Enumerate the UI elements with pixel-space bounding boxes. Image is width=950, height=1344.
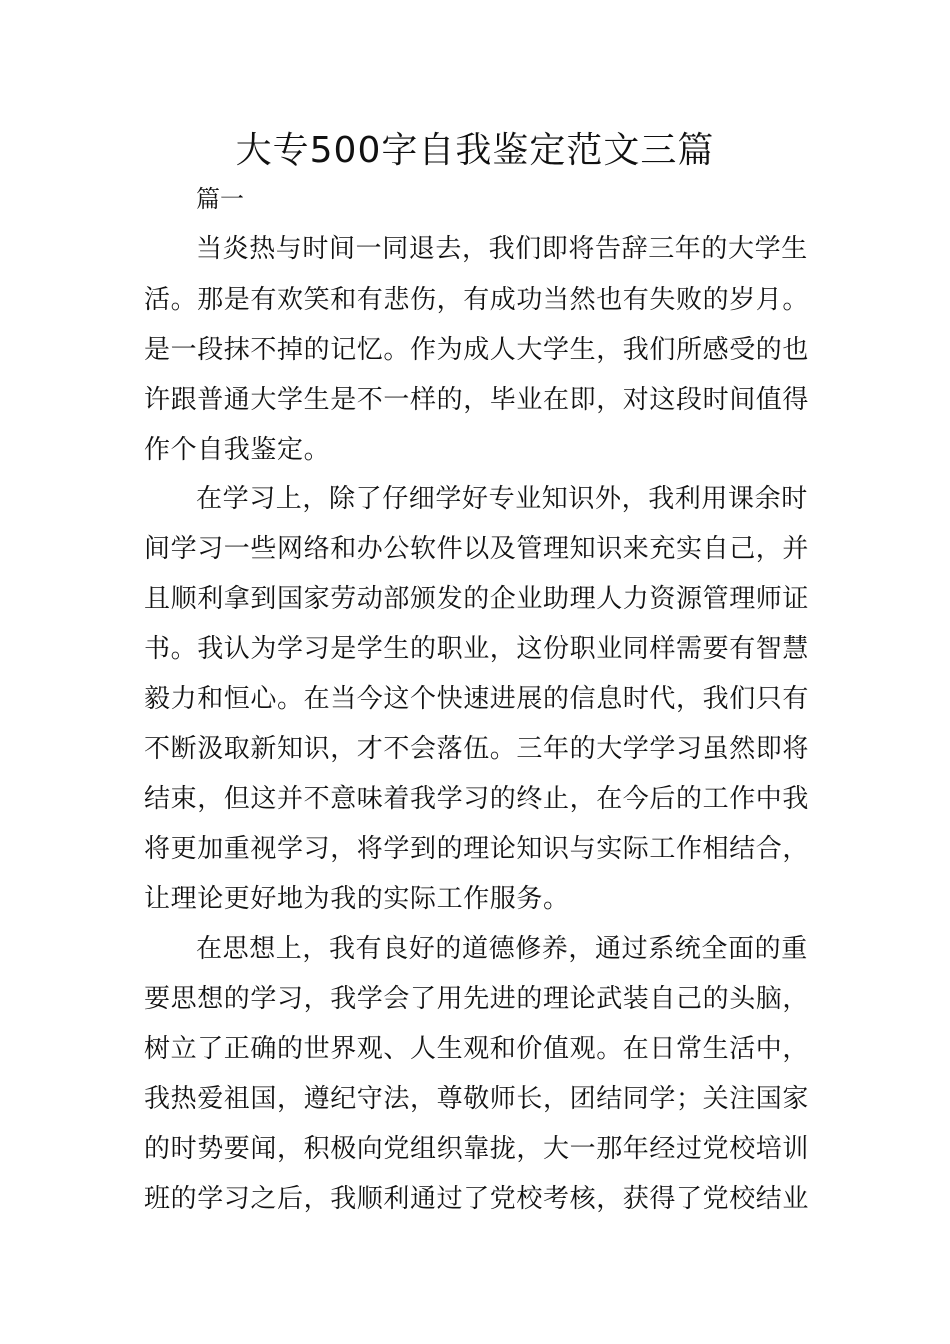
paragraph-line: 让理论更好地为我的实际工作服务。: [144, 884, 570, 914]
paragraph-line: 当炎热与时间一同退去，我们即将告辞三年的大学生: [196, 234, 808, 264]
paragraph-line: 间学习一些网络和办公软件以及管理知识来充实自己，并: [144, 534, 810, 564]
paragraph-line: 书。我认为学习是学生的职业，这份职业同样需要有智慧: [144, 634, 810, 664]
paragraph-line: 作个自我鉴定。: [144, 435, 331, 465]
paragraph-line: 我热爱祖国，遵纪守法，尊敬师长，团结同学；关注国家: [144, 1084, 810, 1114]
paragraph-line: 许跟普通大学生是不一样的，毕业在即，对这段时间值得: [144, 385, 810, 415]
paragraph-line: 活。那是有欢笑和有悲伤，有成功当然也有失败的岁月。: [144, 285, 810, 315]
paragraph-line: 在思想上，我有良好的道德修养，通过系统全面的重: [196, 934, 808, 964]
paragraph-line: 是一段抹不掉的记忆。作为成人大学生，我们所感受的也: [144, 335, 810, 365]
paragraph-line: 在学习上，除了仔细学好专业知识外，我利用课余时: [196, 484, 808, 514]
paragraph-line: 毅力和恒心。在当今这个快速进展的信息时代，我们只有: [144, 684, 810, 714]
paragraph-line: 将更加重视学习，将学到的理论知识与实际工作相结合，: [144, 834, 810, 864]
document-title: 大专500字自我鉴定范文三篇: [235, 130, 715, 171]
paragraph-line: 的时势要闻，积极向党组织靠拢，大一那年经过党校培训: [144, 1134, 810, 1164]
paragraph-line: 班的学习之后，我顺利通过了党校考核，获得了党校结业: [144, 1184, 810, 1214]
paragraph-line: 且顺利拿到国家劳动部颁发的企业助理人力资源管理师证: [144, 584, 810, 614]
paragraph-line: 结束，但这并不意味着我学习的终止，在今后的工作中我: [144, 784, 810, 814]
section-label: 篇一: [196, 185, 244, 213]
paragraph-line: 树立了正确的世界观、人生观和价值观。在日常生活中，: [144, 1034, 810, 1064]
paragraph-line: 不断汲取新知识，才不会落伍。三年的大学学习虽然即将: [144, 734, 810, 764]
paragraph-line: 要思想的学习，我学会了用先进的理论武装自己的头脑，: [144, 984, 810, 1014]
